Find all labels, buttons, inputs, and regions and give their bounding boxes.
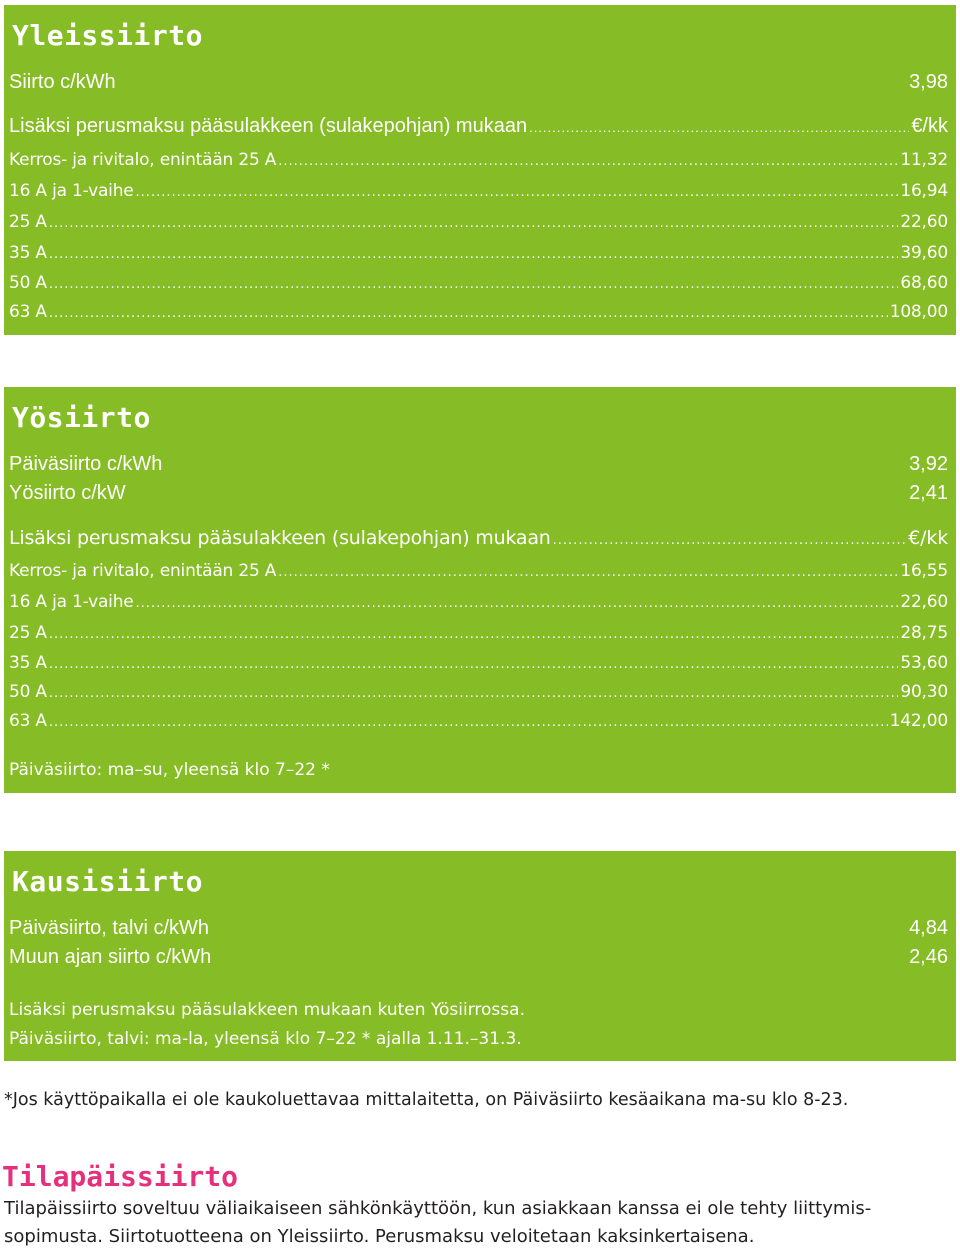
yosiirto-day-label: Päiväsiirto c/kWh xyxy=(9,453,163,475)
tilapaissiirto-text-line-1: Tilapäissiirto soveltuu väliaikaiseen sähkönkäyttöön, kun asiakkaan kanssa ei ole tehty liittymis- xyxy=(4,1198,872,1219)
leader-dots xyxy=(49,248,898,261)
leader-dots xyxy=(553,534,907,547)
table-row xyxy=(9,150,948,170)
yosiirto-panel xyxy=(4,387,956,793)
fuse-label: 25 A xyxy=(9,623,47,643)
tilapaissiirto-title: Tilapäissiirto xyxy=(2,1160,239,1193)
fuse-label: 16 A ja 1-vaihe xyxy=(9,592,134,612)
table-row xyxy=(9,561,948,581)
fuse-price: 22,60 xyxy=(900,212,948,232)
fuse-label: 50 A xyxy=(9,682,47,702)
kausisiirto-panel xyxy=(4,851,956,1061)
table-row xyxy=(9,653,948,673)
table-row xyxy=(9,273,948,293)
fuse-price: 53,60 xyxy=(900,653,948,673)
fuse-price: 11,32 xyxy=(900,150,948,170)
kausisiirto-other-row xyxy=(9,946,948,969)
kausisiirto-winter-value: 4,84 xyxy=(909,917,948,939)
leader-dots xyxy=(49,278,898,291)
fuse-price: 90,30 xyxy=(900,682,948,702)
yosiirto-day-row xyxy=(9,453,948,476)
leader-dots xyxy=(278,155,898,168)
table-row xyxy=(9,212,948,232)
yleissiirto-title: Yleissiirto xyxy=(12,19,203,52)
yleissiirto-energy-row xyxy=(9,71,948,94)
yosiirto-night-row xyxy=(9,482,948,505)
leader-dots xyxy=(49,658,898,671)
fuse-label: 25 A xyxy=(9,212,47,232)
kausisiirto-note-basic-fee: Lisäksi perusmaksu pääsulakkeen mukaan kuten Yösiirrossa. xyxy=(9,1000,525,1020)
fuse-price: 39,60 xyxy=(900,243,948,263)
yleissiirto-panel xyxy=(4,5,956,335)
fuse-price: 16,55 xyxy=(900,561,948,581)
yosiirto-basic-fee-unit: €/kk xyxy=(908,527,948,549)
leader-dots xyxy=(529,121,909,134)
footnote: *Jos käyttöpaikalla ei ole kaukoluettavaa mittalaitetta, on Päiväsiirto kesäaikana ma-su klo 8-23. xyxy=(4,1090,849,1110)
yosiirto-night-label: Yösiirto c/kW xyxy=(9,482,126,504)
fuse-label: 50 A xyxy=(9,273,47,293)
yosiirto-night-value: 2,41 xyxy=(909,482,948,504)
fuse-label: Kerros- ja rivitalo, enintään 25 A xyxy=(9,561,277,581)
kausisiirto-winter-row xyxy=(9,917,948,940)
fuse-price: 142,00 xyxy=(889,711,948,731)
kausisiirto-winter-label: Päiväsiirto, talvi c/kWh xyxy=(9,917,210,939)
yosiirto-title: Yösiirto xyxy=(12,401,151,434)
leader-dots xyxy=(49,307,888,320)
fuse-price: 16,94 xyxy=(900,181,948,201)
leader-dots xyxy=(278,566,898,579)
fuse-price: 108,00 xyxy=(889,302,948,322)
table-row xyxy=(9,592,948,612)
yosiirto-day-value: 3,92 xyxy=(909,453,948,475)
table-row xyxy=(9,623,948,643)
table-row xyxy=(9,682,948,702)
yosiirto-basic-fee-label: Lisäksi perusmaksu pääsulakkeen (sulakepohjan) mukaan xyxy=(9,527,551,549)
yleissiirto-basic-fee-label: Lisäksi perusmaksu pääsulakkeen (sulakepohjan) mukaan xyxy=(9,115,528,137)
fuse-price: 28,75 xyxy=(900,623,948,643)
fuse-price: 22,60 xyxy=(900,592,948,612)
leader-dots xyxy=(49,716,888,729)
leader-dots xyxy=(49,687,898,700)
fuse-label: 35 A xyxy=(9,243,47,263)
kausisiirto-other-value: 2,46 xyxy=(909,946,948,968)
yleissiirto-energy-label: Siirto c/kWh xyxy=(9,71,116,93)
yleissiirto-basic-fee-row xyxy=(9,115,948,138)
leader-dots xyxy=(49,217,898,230)
fuse-label: 63 A xyxy=(9,711,47,731)
fuse-label: Kerros- ja rivitalo, enintään 25 A xyxy=(9,150,277,170)
kausisiirto-other-label: Muun ajan siirto c/kWh xyxy=(9,946,212,968)
fuse-price: 68,60 xyxy=(900,273,948,293)
kausisiirto-note-winter-period: Päiväsiirto, talvi: ma-la, yleensä klo 7–22 * ajalla 1.11.–31.3. xyxy=(9,1029,522,1049)
yleissiirto-basic-fee-unit: €/kk xyxy=(911,115,948,137)
yleissiirto-energy-value: 3,98 xyxy=(909,71,948,93)
table-row xyxy=(9,181,948,201)
kausisiirto-title: Kausisiirto xyxy=(12,865,203,898)
table-row xyxy=(9,302,948,322)
leader-dots xyxy=(136,597,899,610)
fuse-label: 35 A xyxy=(9,653,47,673)
table-row xyxy=(9,243,948,263)
fuse-label: 16 A ja 1-vaihe xyxy=(9,181,134,201)
yosiirto-basic-fee-row xyxy=(9,527,948,549)
leader-dots xyxy=(136,186,899,199)
leader-dots xyxy=(49,628,898,641)
table-row xyxy=(9,711,948,731)
tilapaissiirto-text-line-2: sopimusta. Siirtotuotteena on Yleissiirto. Perusmaksu veloitetaan kaksinkertaisena. xyxy=(4,1226,755,1247)
yosiirto-note: Päiväsiirto: ma–su, yleensä klo 7–22 * xyxy=(9,760,330,780)
fuse-label: 63 A xyxy=(9,302,47,322)
